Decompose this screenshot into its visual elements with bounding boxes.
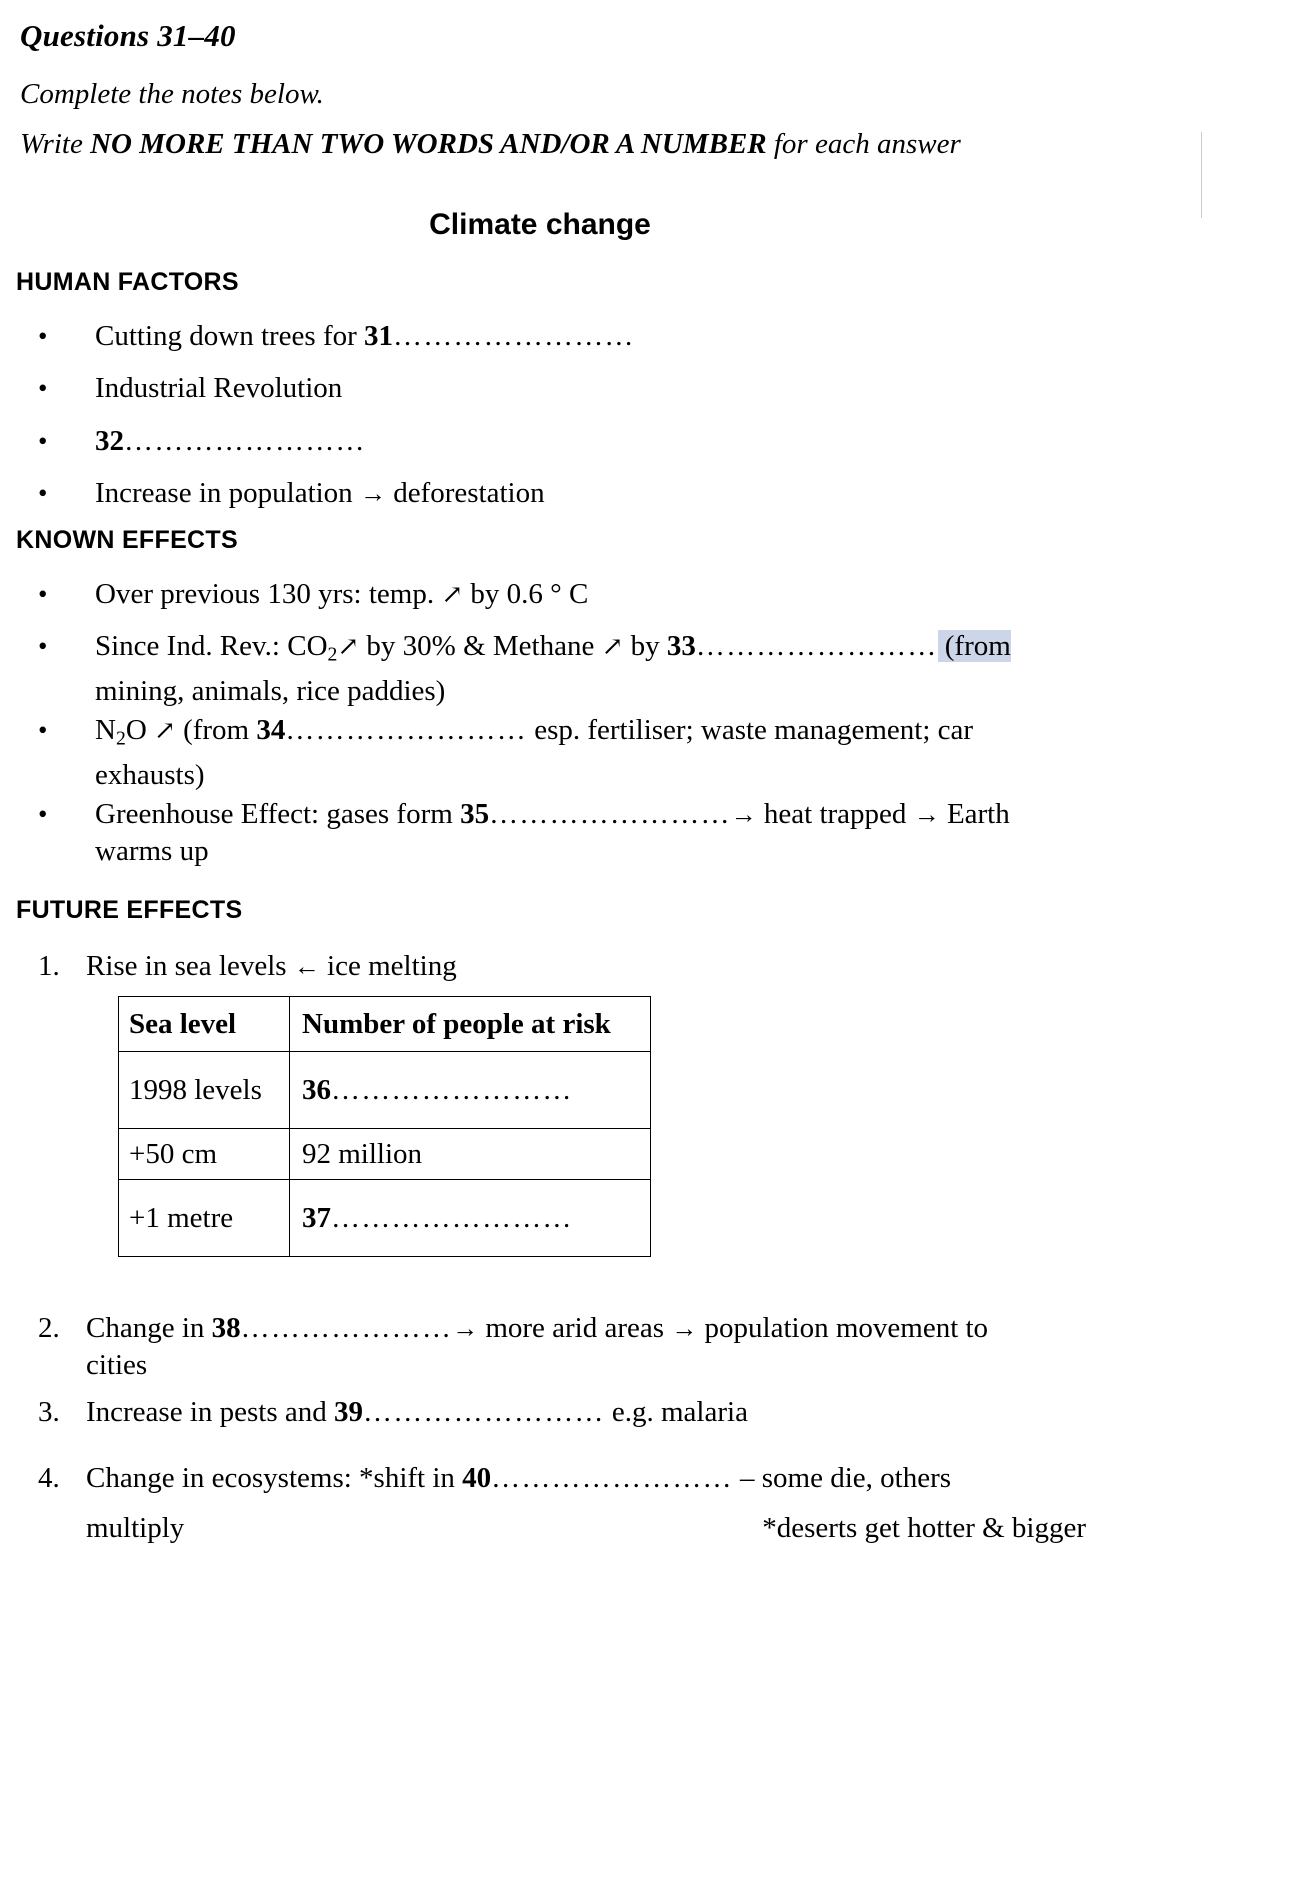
- ecosystems-second-line: [86, 1512, 1086, 1545]
- effect-text-d: mining, animals, rice paddies): [95, 674, 446, 707]
- bullet-icon: •: [38, 321, 48, 351]
- blank-number-32: 32: [95, 425, 124, 457]
- bullet-icon: •: [38, 631, 48, 661]
- blank-number-33: 33: [666, 630, 696, 662]
- bullet-icon: •: [38, 579, 48, 609]
- effect-text-a: N: [95, 714, 116, 746]
- arrow-right-icon: →: [452, 1314, 479, 1343]
- sea-level-risk-table: [118, 996, 651, 1257]
- blank-number-35: 35: [460, 798, 490, 830]
- future-text-c: multiply: [86, 1512, 185, 1544]
- list-item: [38, 576, 588, 613]
- list-item: [38, 712, 1048, 793]
- blank-number-40: 40: [462, 1462, 492, 1494]
- instruction-word-limit: [20, 128, 961, 161]
- list-item: [38, 423, 366, 459]
- effect-text-b: O: [125, 714, 155, 746]
- effect-text-a: Greenhouse Effect: gases form: [95, 798, 461, 830]
- subscript-2: 2: [115, 727, 126, 750]
- list-item-text: Industrial Revolution: [95, 372, 343, 404]
- list-item-text: [95, 423, 366, 459]
- table-row: [119, 1052, 651, 1129]
- arrow-up-right-icon: ↗: [337, 632, 360, 661]
- list-number: 4.: [38, 1462, 60, 1494]
- list-item-text: [95, 576, 588, 613]
- write-prefix: Write: [20, 128, 91, 160]
- page-margin-rule: [1201, 132, 1202, 218]
- blank-number-34: 34: [256, 714, 286, 746]
- arrow-right-icon: →: [359, 479, 386, 508]
- cell-sea-level: +50 cm: [119, 1129, 290, 1180]
- bullet-icon: •: [38, 373, 48, 403]
- questions-range-heading: Questions 31–40: [20, 18, 236, 53]
- cell-sea-level: 1998 levels: [119, 1052, 290, 1129]
- answer-blank-dots[interactable]: …………………: [240, 1312, 453, 1344]
- answer-blank-dots[interactable]: ……………………: [331, 1201, 573, 1234]
- future-text-d: *deserts get hotter & bigger: [762, 1512, 1086, 1544]
- answer-blank-dots[interactable]: ……………………: [331, 1073, 573, 1106]
- effect-text-d: warms up: [95, 835, 209, 867]
- effect-text-a: Since Ind. Rev.: CO: [95, 630, 328, 662]
- bullet-icon: •: [38, 799, 48, 829]
- future-text-a: Increase in pests and: [86, 1396, 335, 1428]
- numbered-list-item: [38, 1310, 1048, 1384]
- cell-people-at-risk: [290, 1052, 651, 1129]
- section-heading-known-effects: KNOWN EFFECTS: [16, 526, 238, 554]
- section-heading-human-factors: HUMAN FACTORS: [16, 268, 239, 296]
- future-text-c: population movement to: [697, 1312, 989, 1344]
- write-suffix: for each answer: [766, 128, 961, 160]
- blank-number-38: 38: [211, 1312, 241, 1344]
- bullet-icon: •: [38, 426, 48, 456]
- effect-text-b: heat trapped: [756, 798, 914, 830]
- answer-blank-dots[interactable]: ……………………: [695, 630, 938, 662]
- bullet-text-post: deforestation: [385, 477, 545, 509]
- arrow-right-icon-2: →: [913, 800, 940, 829]
- effect-text-d: esp. fertiliser; waste management; car: [526, 714, 974, 746]
- future-text-a: Rise in sea levels: [86, 950, 294, 982]
- bullet-text-pre: Cutting down trees for: [95, 320, 365, 352]
- list-item-text: [95, 318, 635, 354]
- table-row: [119, 1129, 651, 1180]
- page-title: Climate change: [429, 208, 651, 241]
- numbered-item-text: [86, 1310, 1048, 1384]
- list-item-text: [95, 628, 1078, 709]
- column-header-people-at-risk: Number of people at risk: [290, 997, 651, 1052]
- effect-text-c: by: [623, 630, 667, 662]
- bullet-text-pre: Increase in population: [95, 477, 360, 509]
- answer-blank-dots[interactable]: ……………………: [285, 714, 527, 746]
- arrow-up-right-icon: ↗: [441, 580, 464, 609]
- subscript-2: 2: [327, 643, 338, 666]
- future-text-b: more arid areas: [478, 1312, 672, 1344]
- bullet-icon: •: [38, 715, 48, 745]
- answer-blank-dots[interactable]: ……………………: [363, 1396, 605, 1428]
- list-item-text: [95, 796, 1078, 869]
- table-row: [119, 1180, 651, 1257]
- future-text-d: cities: [86, 1349, 148, 1381]
- instruction-complete-notes: Complete the notes below.: [20, 78, 324, 110]
- numbered-list-item: [38, 1460, 1028, 1497]
- list-item: [38, 318, 635, 354]
- blank-number-31: 31: [364, 320, 394, 352]
- selected-text-fragment: (from: [937, 630, 1011, 662]
- column-header-sea-level: Sea level: [119, 997, 290, 1052]
- arrow-up-right-icon-2: ↗: [601, 632, 624, 661]
- answer-blank-dots[interactable]: ……………………: [393, 320, 635, 352]
- arrow-left-icon: ←: [293, 952, 320, 981]
- future-text-a: Change in: [86, 1312, 212, 1344]
- list-item-text: [95, 475, 545, 512]
- list-item-text: [95, 712, 1048, 793]
- list-number: 1.: [38, 950, 60, 982]
- list-item: [38, 475, 545, 512]
- effect-text-e: exhausts): [95, 758, 205, 791]
- answer-blank-dots[interactable]: ……………………: [491, 1462, 733, 1494]
- write-emphasis: NO MORE THAN TWO WORDS AND/OR A NUMBER: [90, 128, 767, 160]
- list-item: [38, 370, 342, 406]
- list-number: 3.: [38, 1396, 60, 1428]
- table-header-row: [119, 997, 651, 1052]
- blank-number-36: 36: [302, 1073, 331, 1106]
- effect-text-c: Earth: [939, 798, 1010, 830]
- numbered-list-item: [38, 1394, 748, 1431]
- cell-people-at-risk: [290, 1180, 651, 1257]
- cell-people-at-risk: 92 million: [290, 1129, 651, 1180]
- numbered-item-text: [86, 948, 457, 985]
- arrow-up-right-icon: ↗: [154, 716, 176, 745]
- numbered-item-text: [86, 1394, 748, 1431]
- cell-sea-level: +1 metre: [119, 1180, 290, 1257]
- future-text-b: – some die, others: [732, 1462, 952, 1494]
- future-text-a: Change in ecosystems: *shift in: [86, 1462, 463, 1494]
- effect-text-b: by 30% & Methane: [359, 630, 602, 662]
- effect-text-b: by 0.6 ° C: [463, 578, 589, 610]
- blank-number-37: 37: [302, 1201, 331, 1234]
- arrow-right-icon-2: →: [671, 1314, 698, 1343]
- answer-blank-dots[interactable]: ……………………: [489, 798, 731, 830]
- section-heading-future-effects: FUTURE EFFECTS: [16, 896, 243, 924]
- numbered-item-text: [86, 1460, 1028, 1497]
- future-text-b: ice melting: [319, 950, 457, 982]
- effect-text-c: (from: [175, 714, 257, 746]
- list-item: [38, 628, 1078, 709]
- numbered-list-item: [38, 948, 457, 985]
- future-text-b: e.g. malaria: [604, 1396, 748, 1428]
- effect-text-a: Over previous 130 yrs: temp.: [95, 578, 442, 610]
- blank-number-39: 39: [334, 1396, 364, 1428]
- list-item: [38, 796, 1078, 869]
- bullet-icon: •: [38, 478, 48, 508]
- answer-blank-dots[interactable]: ……………………: [124, 425, 366, 457]
- list-number: 2.: [38, 1312, 60, 1344]
- arrow-right-icon: →: [730, 800, 757, 829]
